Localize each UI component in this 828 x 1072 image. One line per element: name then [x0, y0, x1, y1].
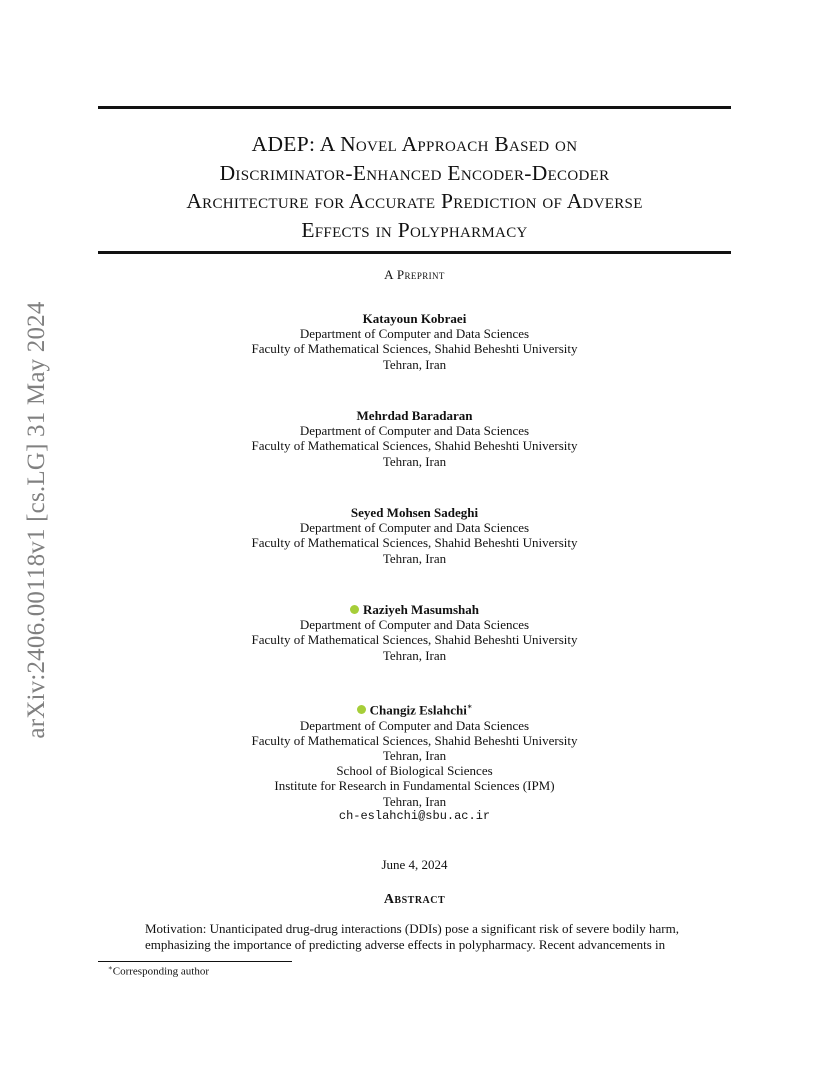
- author-affiliation: Institute for Research in Fundamental Sciences (IPM): [274, 778, 555, 794]
- author-block: [98, 505, 731, 566]
- author-affiliation: Faculty of Mathematical Sciences, Shahid Beheshti University: [251, 632, 578, 648]
- author-block: [98, 311, 731, 372]
- footnote-text: Corresponding author: [112, 965, 209, 978]
- corresponding-author-marker: ∗: [466, 702, 473, 711]
- author-block: [98, 602, 731, 663]
- title-top-rule: [98, 106, 731, 109]
- abstract-line: Motivation: Unanticipated drug-drug interactions (DDIs) pose a significant risk of severe bodily harm,: [145, 921, 679, 936]
- author-affiliation: Faculty of Mathematical Sciences, Shahid Beheshti University: [251, 341, 578, 357]
- author-affiliation: School of Biological Sciences: [336, 763, 493, 779]
- paper-title: [98, 130, 731, 244]
- title-line: ADEP: A Novel Approach Based on: [251, 132, 578, 156]
- orcid-icon[interactable]: [350, 605, 359, 614]
- footnote-marker: ∗: [108, 964, 113, 972]
- arxiv-identifier-stamp: arXiv:2406.00118v1 [cs.LG] 31 May 2024: [23, 301, 50, 739]
- author-affiliation: Tehran, Iran: [382, 550, 447, 566]
- author-affiliation: Department of Computer and Data Sciences: [299, 520, 530, 536]
- author-affiliation: Tehran, Iran: [382, 356, 447, 372]
- abstract-body: [145, 921, 685, 953]
- author-name: Raziyeh Masumshah: [363, 602, 479, 617]
- author-affiliation: Faculty of Mathematical Sciences, Shahid Beheshti University: [251, 438, 578, 454]
- author-block: [98, 408, 731, 469]
- author-name: Mehrdad Baradaran: [356, 408, 473, 423]
- author-affiliation: Department of Computer and Data Sciences: [299, 326, 530, 342]
- author-affiliation: Department of Computer and Data Sciences: [299, 717, 530, 733]
- footnote-rule: [98, 961, 292, 962]
- title-line: Discriminator-Enhanced Encoder-Decoder: [219, 160, 610, 185]
- author-affiliation: Tehran, Iran: [382, 453, 447, 469]
- author-affiliation: Tehran, Iran: [382, 747, 447, 763]
- author-affiliation: Department of Computer and Data Sciences: [299, 617, 530, 633]
- footnote: [108, 964, 209, 978]
- author-name-row: [98, 602, 731, 617]
- title-line: Architecture for Accurate Prediction of Adverse: [186, 189, 643, 213]
- author-affiliation: Faculty of Mathematical Sciences, Shahid Beheshti University: [251, 732, 578, 748]
- abstract-line: emphasizing the importance of predicting adverse effects in polypharmacy. Recent advancements in: [145, 937, 666, 952]
- author-name: Seyed Mohsen Sadeghi: [350, 505, 479, 520]
- title-line: Effects in Polypharmacy: [301, 217, 528, 242]
- author-affiliation: Faculty of Mathematical Sciences, Shahid Beheshti University: [251, 535, 578, 551]
- title-bottom-rule: [98, 251, 731, 254]
- author-block: [98, 699, 731, 824]
- publication-date: June 4, 2024: [381, 857, 448, 872]
- author-affiliation: Tehran, Iran: [382, 647, 447, 663]
- abstract-heading: Abstract: [383, 892, 446, 907]
- author-name: Katayoun Kobraei: [362, 311, 467, 326]
- author-email-link[interactable]: ch-eslahchi@sbu.ac.ir: [338, 808, 491, 823]
- author-name: Changiz Eslahchi: [369, 702, 467, 718]
- author-name-row: [98, 699, 731, 718]
- preprint-label: A Preprint: [384, 267, 445, 282]
- author-affiliation: Tehran, Iran: [382, 793, 447, 809]
- author-affiliation: Department of Computer and Data Sciences: [299, 423, 530, 439]
- orcid-icon[interactable]: [357, 705, 366, 714]
